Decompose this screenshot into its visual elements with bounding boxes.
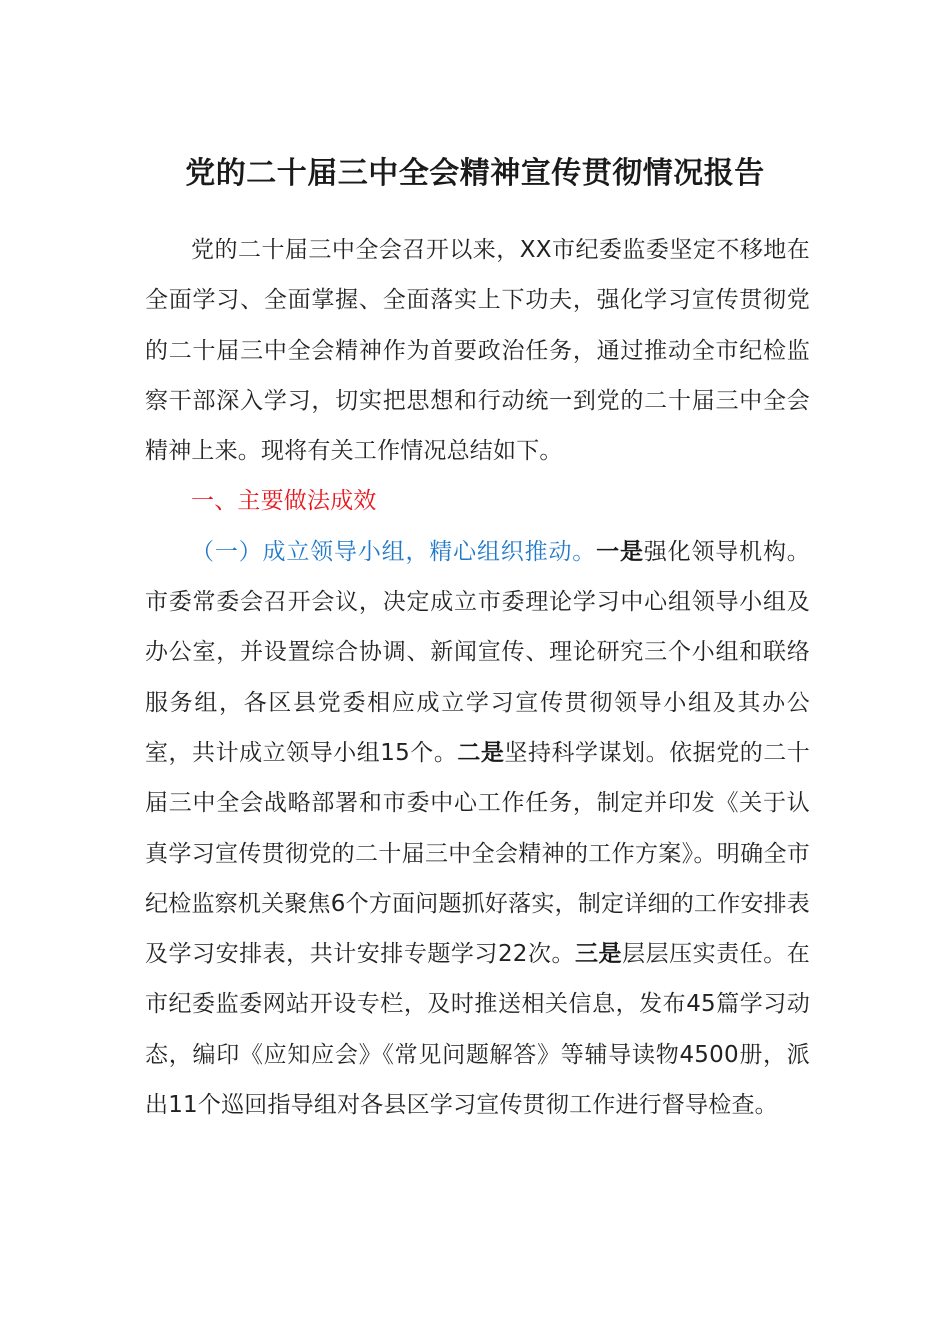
lead-first: 一是 (596, 538, 644, 565)
intro-paragraph: 党的二十届三中全会召开以来，XX市纪委监委坚定不移地在全面学习、全面掌握、全面落实上下功夫，强化学习宣传贯彻党的二十届三中全会精神作为首要政治任务，通过推动全市纪检监察干部深入学习，切实把思想和行动统一到党的二十届三中全会精神上来。现将有关工作情况总结如下。 (145, 237, 810, 465)
lead-second: 二是 (457, 739, 505, 766)
point-second-text: 坚持科学谋划。依据党的二十届三中全会战略部署和市委中心工作任务，制定并印发《关于认真学习宣传贯彻党的二十届三中全会精神的工作方案》。明确全市纪检监察机关聚焦6个方面问题抓好落实，制定详细的工作安排表及学习安排表，共计安排专题学习22次。 (145, 739, 810, 968)
lead-third: 三是 (575, 941, 623, 968)
document-body (145, 225, 810, 1130)
point-third-text: 层层压实责任。在市纪委监委网站开设专栏，及时推送相关信息，发布45篇学习动态，编印《应知应会》《常见问题解答》等辅导读物4500册，派出11个巡回指导组对各县区学习宣传贯彻工作进行督导检查。 (145, 941, 810, 1119)
subsection-paragraph (145, 527, 810, 1131)
subsection-heading: （一）成立领导小组，精心组织推动。 (191, 538, 597, 565)
point-first-text: 强化领导机构。市委常委会召开会议，决定成立市委理论学习中心组领导小组及办公室，并设置综合协调、新闻宣传、理论研究三个小组和联络服务组，各区县党委相应成立学习宣传贯彻领导小组及其办公室，共计成立领导小组15个。 (145, 538, 811, 766)
section-heading: 一、主要做法成效 (191, 488, 377, 515)
document-title: 党的二十届三中全会精神宣传贯彻情况报告 (185, 156, 765, 191)
